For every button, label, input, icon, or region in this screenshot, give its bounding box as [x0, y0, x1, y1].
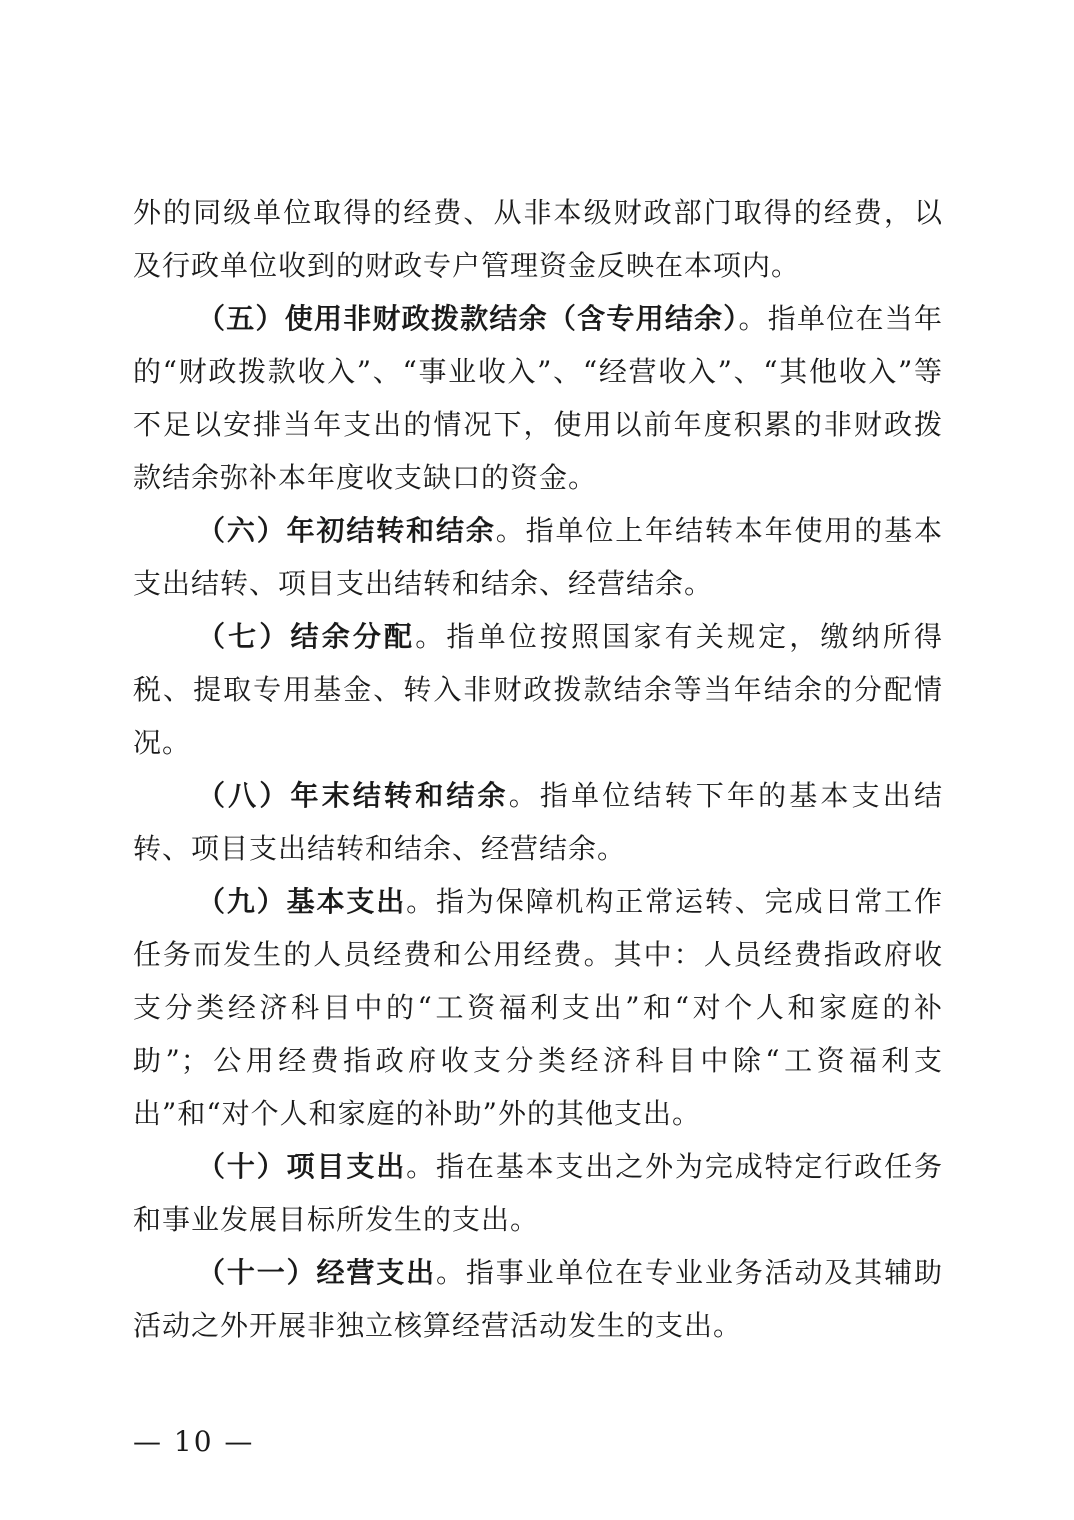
- section-heading: （九）基本支出: [197, 885, 407, 918]
- paragraph-section-5: [133, 292, 943, 504]
- page-number: — 10 —: [133, 1425, 255, 1458]
- paragraph-continuation: [133, 186, 943, 292]
- section-heading: （十）项目支出: [197, 1150, 407, 1183]
- paragraph-text: 。指单位上年结转本年使用的基本支出结转、项目支出结转和结余、经营结余。: [133, 514, 943, 600]
- section-heading: （六）年初结转和结余: [197, 514, 496, 547]
- paragraph-section-9: [133, 875, 943, 1140]
- paragraph-text: 。指单位按照国家有关规定，缴纳所得税、提取专用基金、转入非财政拨款结余等当年结余的分配情况。: [133, 620, 943, 759]
- document-body: [133, 186, 943, 1352]
- paragraph-section-7: [133, 610, 943, 769]
- paragraph-text: 外的同级单位取得的经费、从非本级财政部门取得的经费，以及行政单位收到的财政专户管理资金反映在本项内。: [133, 196, 943, 282]
- paragraph-section-11: [133, 1246, 943, 1352]
- section-heading: （十一）经营支出: [197, 1256, 436, 1289]
- paragraph-text: 。指为保障机构正常运转、完成日常工作任务而发生的人员经费和公用经费。其中：人员经费指政府收支分类经济科目中的“工资福利支出”和“对个人和家庭的补助”；公用经费指政府收支分类经济科目中除“工资福利支出”和“对个人和家庭的补助”外的其他支出。: [133, 885, 943, 1130]
- paragraph-section-8: [133, 769, 943, 875]
- paragraph-text: 。指单位在当年的“财政拨款收入”、“事业收入”、“经营收入”、“其他收入”等不足以安排当年支出的情况下，使用以前年度积累的非财政拨款结余弥补本年度收支缺口的资金。: [133, 302, 943, 494]
- paragraph-section-6: [133, 504, 943, 610]
- section-heading: （八）年末结转和结余: [197, 779, 509, 812]
- section-heading: （五）使用非财政拨款结余（含专用结余）: [197, 302, 739, 335]
- paragraph-text: 。指在基本支出之外为完成特定行政任务和事业发展目标所发生的支出。: [133, 1150, 943, 1236]
- section-heading: （七）结余分配: [197, 620, 416, 653]
- paragraph-text: 。指事业单位在专业业务活动及其辅助活动之外开展非独立核算经营活动发生的支出。: [133, 1256, 943, 1342]
- paragraph-text: 。指单位结转下年的基本支出结转、项目支出结转和结余、经营结余。: [133, 779, 943, 865]
- paragraph-section-10: [133, 1140, 943, 1246]
